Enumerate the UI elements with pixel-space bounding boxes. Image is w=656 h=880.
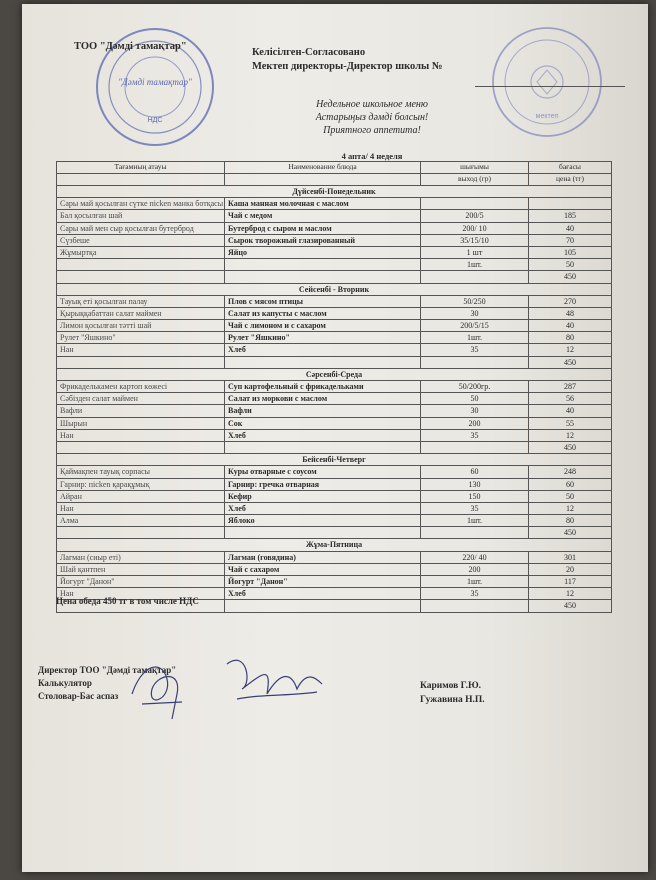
day-title: Сейсенбі - Вторник <box>57 284 612 296</box>
dish-name-kz: Бал қосылған шай <box>57 210 225 222</box>
dish-name-kz: Шай қантпен <box>57 564 225 576</box>
dish-name-ru: Чай с сахаром <box>225 564 421 576</box>
menu-table <box>56 161 612 613</box>
school-stamp-icon <box>487 22 607 142</box>
dish-name-kz <box>57 271 225 283</box>
dish-yield: 220/ 40 <box>421 552 529 564</box>
dish-yield: 200/5 <box>421 210 529 222</box>
dish-price: 117 <box>529 576 612 588</box>
dish-yield: 1шт. <box>421 515 529 527</box>
dish-price: 185 <box>529 210 612 222</box>
footer-name-1: Каримов Г.Ю. <box>420 681 482 691</box>
dish-name-ru <box>225 442 421 454</box>
dish-name-kz <box>57 442 225 454</box>
stamp-right-text: мектеп <box>535 113 559 120</box>
dish-name-kz: Жұмыртқа <box>57 247 225 259</box>
dish-name-kz: Лимон қосылған тәтті шай <box>57 320 225 332</box>
approval-signature-line <box>475 86 625 87</box>
day-title: Сәрсенбі-Среда <box>57 369 612 381</box>
dish-price: 60 <box>529 479 612 491</box>
dish-yield <box>421 442 529 454</box>
dish-name-kz: Нан <box>57 430 225 442</box>
header-name-kz: Тағамның атауы <box>57 162 225 174</box>
dish-name-kz: Қаймақпен тауық сорпасы <box>57 466 225 478</box>
header-price-kz: бағасы <box>529 162 612 174</box>
dish-name-kz: Сары май қосылған сүтке пісken манка ботқасы <box>57 198 225 210</box>
dish-name-ru: Сок <box>225 418 421 430</box>
dish-yield: 1шт. <box>421 332 529 344</box>
dish-price: 270 <box>529 296 612 308</box>
dish-name-ru: Чай с медом <box>225 210 421 222</box>
approval-line-1: Келісілген-Согласовано <box>252 47 366 58</box>
stamp-left-text: "Дәмді тамақтар" <box>118 77 192 87</box>
dish-price: 50 <box>529 259 612 271</box>
dish-name-kz: Фрикаделькамен картоп көжесі <box>57 381 225 393</box>
footer-name-2: Гужавина Н.П. <box>420 695 485 705</box>
dish-name-kz: Алма <box>57 515 225 527</box>
menu-heading <box>262 98 482 137</box>
dish-price: 105 <box>529 247 612 259</box>
dish-name-ru: Рулет "Яшкино" <box>225 332 421 344</box>
dish-yield <box>421 198 529 210</box>
footer-director: Директор ТОО "Дәмді тамақтар" <box>38 665 177 675</box>
dish-price <box>529 198 612 210</box>
signature-icon <box>122 654 212 724</box>
dish-name-ru: Яйцо <box>225 247 421 259</box>
dish-name-ru: Салат из капусты с маслом <box>225 308 421 320</box>
day-title: Дүйсенбі-Понедельник <box>57 186 612 198</box>
dish-price: 50 <box>529 491 612 503</box>
dish-name-kz: Тауық етi қосылған палау <box>57 296 225 308</box>
dish-yield: 50/250 <box>421 296 529 308</box>
footer-chef: Столовар-Бас аспаз <box>38 691 119 701</box>
day-title: Бейсенбі-Четверг <box>57 454 612 466</box>
approval-line-2: Мектеп директоры-Директор школы № <box>252 61 443 72</box>
dish-name-ru: Хлеб <box>225 503 421 515</box>
dish-name-ru: Сырок творожный глазированный <box>225 235 421 247</box>
dish-name-ru <box>225 259 421 271</box>
dish-price: 450 <box>529 600 612 612</box>
header-name-ru: Наименование блюда <box>225 162 421 174</box>
dish-yield: 35 <box>421 344 529 356</box>
dish-yield: 30 <box>421 308 529 320</box>
dish-yield: 200/ 10 <box>421 223 529 235</box>
dish-yield <box>421 600 529 612</box>
dish-yield: 1шт. <box>421 259 529 271</box>
dish-name-kz: Лагман (сиыр eтi) <box>57 552 225 564</box>
dish-yield: 30 <box>421 405 529 417</box>
dish-yield <box>421 527 529 539</box>
dish-price: 80 <box>529 332 612 344</box>
dish-name-kz: Қырыққабаттан салат маймен <box>57 308 225 320</box>
dish-name-ru: Плов с мясом птицы <box>225 296 421 308</box>
dish-yield: 1шт. <box>421 576 529 588</box>
dish-name-kz: Сәбізден салат маймен <box>57 393 225 405</box>
dish-price: 40 <box>529 320 612 332</box>
wish-kz: Астарыңыз дәмді болсын! <box>315 112 429 123</box>
dish-price: 56 <box>529 393 612 405</box>
dish-price: 55 <box>529 418 612 430</box>
dish-name-ru: Лагман (говядина) <box>225 552 421 564</box>
dish-yield: 50 <box>421 393 529 405</box>
dish-name-ru <box>225 600 421 612</box>
footer-names <box>420 679 485 707</box>
dish-yield: 50/200гр. <box>421 381 529 393</box>
header-blank-2 <box>225 174 421 186</box>
dish-name-kz: Айран <box>57 491 225 503</box>
footer-calculator: Калькулятор <box>38 678 92 688</box>
dish-price: 12 <box>529 503 612 515</box>
header-yield-kz: шығымы <box>421 162 529 174</box>
dish-name-ru: Хлеб <box>225 430 421 442</box>
day-title: Жұма-Пятница <box>57 539 612 551</box>
dish-name-ru: Яблоко <box>225 515 421 527</box>
dish-price: 70 <box>529 235 612 247</box>
document-page <box>22 4 648 872</box>
dish-price: 450 <box>529 442 612 454</box>
dish-price: 301 <box>529 552 612 564</box>
company-name: ТОО "Дәмді тамақтар" <box>74 41 187 52</box>
dish-price: 48 <box>529 308 612 320</box>
dish-name-kz: Нан <box>57 344 225 356</box>
signature-icon-2 <box>222 644 332 714</box>
dish-name-ru <box>225 271 421 283</box>
dish-yield: 200 <box>421 564 529 576</box>
dish-yield <box>421 271 529 283</box>
dish-name-kz: Шырын <box>57 418 225 430</box>
dish-name-kz <box>57 527 225 539</box>
dish-yield: 200 <box>421 418 529 430</box>
dish-name-kz: Нан <box>57 503 225 515</box>
dish-price: 40 <box>529 405 612 417</box>
dish-price: 450 <box>529 357 612 369</box>
dish-name-kz: Сары май мен сыр қосылған бутерброд <box>57 223 225 235</box>
dish-name-kz: Нан <box>57 588 225 600</box>
dish-name-ru: Суп картофельный с фрикадельками <box>225 381 421 393</box>
dish-name-kz <box>57 357 225 369</box>
dish-name-ru <box>225 357 421 369</box>
dish-name-kz: Йогурт "Данон" <box>57 576 225 588</box>
dish-price: 450 <box>529 271 612 283</box>
dish-name-kz: Гарнир: пісken қарақұмық <box>57 479 225 491</box>
wish-ru: Приятного аппетита! <box>323 125 421 136</box>
dish-yield: 200/5/15 <box>421 320 529 332</box>
dish-name-ru: Хлеб <box>225 344 421 356</box>
week-label: 4 апта/ 4 неделя <box>341 151 403 161</box>
dish-name-ru <box>225 527 421 539</box>
dish-price: 20 <box>529 564 612 576</box>
dish-name-ru: Йогурт "Данон" <box>225 576 421 588</box>
dish-price: 12 <box>529 588 612 600</box>
approval-block <box>252 46 442 74</box>
header-price-ru: цена (тг) <box>529 174 612 186</box>
dish-yield: 35/15/10 <box>421 235 529 247</box>
dish-yield: 35 <box>421 430 529 442</box>
dish-yield: 130 <box>421 479 529 491</box>
dish-name-ru: Кефир <box>225 491 421 503</box>
dish-price: 248 <box>529 466 612 478</box>
header-yield-ru: выход (гр) <box>421 174 529 186</box>
dish-yield: 1 шт <box>421 247 529 259</box>
dish-price: 80 <box>529 515 612 527</box>
lunch-price-note: Цена обеда 450 тг в том числе НДС <box>56 596 199 606</box>
dish-name-ru: Чай с лимоном и с сахаром <box>225 320 421 332</box>
dish-name-ru: Хлеб <box>225 588 421 600</box>
dish-name-ru: Каша манная молочная с маслом <box>225 198 421 210</box>
dish-price: 40 <box>529 223 612 235</box>
dish-yield: 60 <box>421 466 529 478</box>
dish-price: 12 <box>529 344 612 356</box>
dish-name-ru: Гарнир: гречка отварная <box>225 479 421 491</box>
stamp-left-sub: НДС <box>147 117 163 124</box>
dish-name-ru: Бутерброд с сыром и маслом <box>225 223 421 235</box>
dish-name-ru: Салат из моркови с маслом <box>225 393 421 405</box>
dish-yield: 150 <box>421 491 529 503</box>
dish-yield: 35 <box>421 503 529 515</box>
dish-price: 287 <box>529 381 612 393</box>
dish-name-kz <box>57 259 225 271</box>
dish-name-ru: Куры отварные с соусом <box>225 466 421 478</box>
dish-name-kz: Рулет "Яшкино" <box>57 332 225 344</box>
dish-price: 450 <box>529 527 612 539</box>
dish-name-kz: Вафли <box>57 405 225 417</box>
menu-title: Недельное школьное меню <box>316 99 428 110</box>
dish-price: 12 <box>529 430 612 442</box>
header-blank-1 <box>57 174 225 186</box>
dish-name-ru: Вафли <box>225 405 421 417</box>
dish-name-kz: Сүзбеше <box>57 235 225 247</box>
dish-yield: 35 <box>421 588 529 600</box>
dish-yield <box>421 357 529 369</box>
